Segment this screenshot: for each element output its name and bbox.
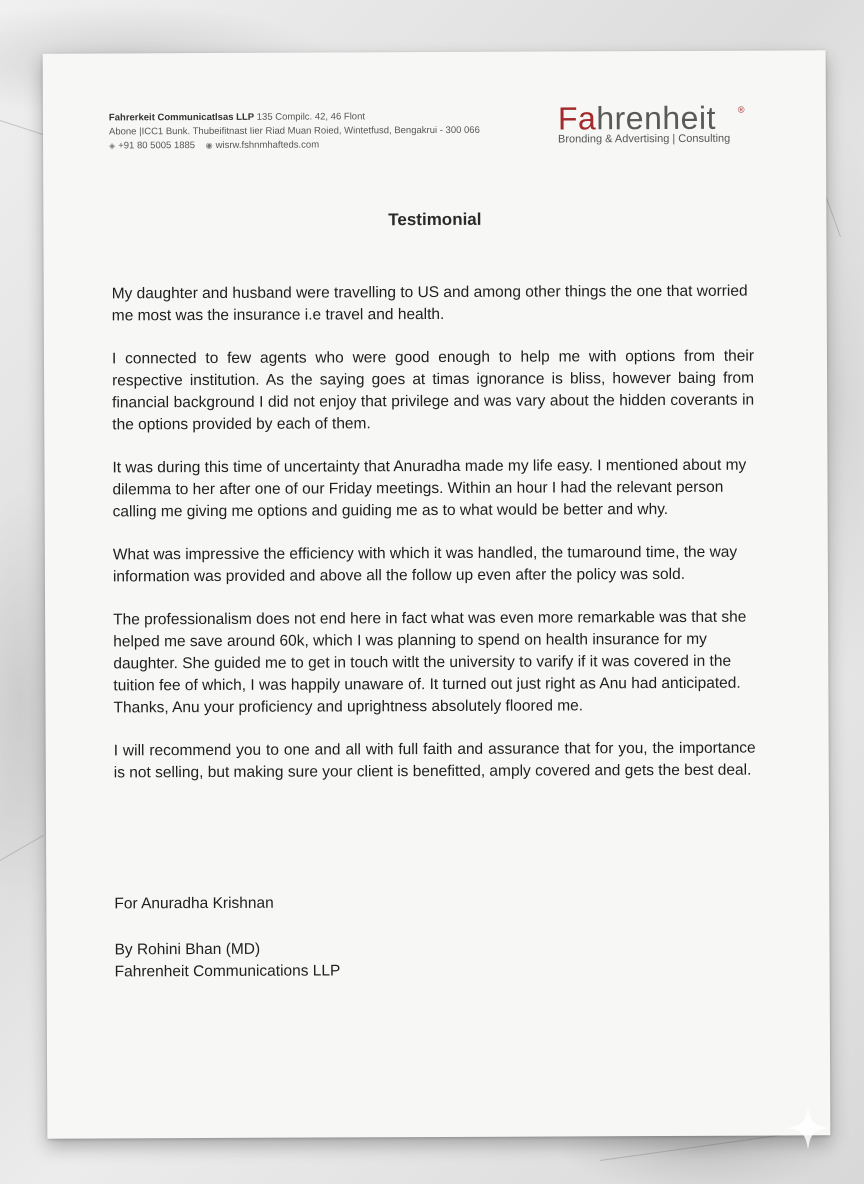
signature-block xyxy=(114,892,340,983)
paragraph: I connected to few agents who were good enough to help me with options from their respective institution. As the saying goes at timas ignorance is bliss, however baing from financial background I did not enjoy that privilege and was vary about the hidden coverants in the options provided by each of them. xyxy=(111,347,755,434)
logo-tagline: Bronding & Advertising | Consulting xyxy=(557,132,731,146)
signatory-name: By Rohini Bhan (MD) xyxy=(114,940,261,959)
logo-accent: Fa xyxy=(557,100,597,137)
paragraph: What was impressive the efficiency with which it was handled, the tumaround time, the way information was provided and above all the follow up even after the policy was sold. xyxy=(112,543,738,586)
paragraph: I will recommend you to one and all with full faith and assurance that for you, the importance is not selling, but making sure your client is benefitted, amply covered and gets the best deal. xyxy=(113,739,756,782)
document-title: Testimonial xyxy=(388,209,482,230)
phone-icon: ◈ xyxy=(109,141,116,151)
address-part: 135 Compilc. 42, 46 Flont xyxy=(254,111,366,123)
website-url: wisrw.fshnmhafteds.com xyxy=(215,139,320,151)
logo-rest: hrenheit xyxy=(596,99,716,137)
registered-mark: ® xyxy=(737,104,745,115)
company-name: Fahrerkeit Communicatlsas LLP xyxy=(108,111,255,124)
letterhead-contact xyxy=(109,110,480,154)
testimonial-body xyxy=(112,281,756,806)
phone-number: +91 80 5005 1885 xyxy=(118,140,196,152)
paragraph: It was during this time of uncertainty that Anuradha made my life easy. I mentioned about my dilemma to her after one of our Friday meetings. Within an hour I had the relevant person calling me giving me options and guiding me as to what would be better and why. xyxy=(112,456,747,521)
signatory-company: Fahrenheit Communications LLP xyxy=(114,962,341,981)
paragraph: My daughter and husband were travelling to US and among other things the one that worried me most was the insurance i.e travel and health. xyxy=(111,282,748,325)
globe-icon: ◉ xyxy=(205,140,213,151)
marble-vein xyxy=(0,835,44,861)
contact-line xyxy=(109,138,480,154)
paragraph: The professionalism does not end here in fact what was even more remarkable was that she helped me save around 60k, which I was planning to spend on health insurance for my daughter. She guided me to get in touch witlt the university to varify if it was covered in the tuition fee of which, I was happily unaware of. It turned out just right as Anu had anticipated. Thanks, Anu your proficiency and uprightness absolutely floored me. xyxy=(113,608,747,717)
sparkle-icon xyxy=(784,1104,832,1152)
letter-paper xyxy=(43,50,831,1138)
address-line2: Abone |ICC1 Bunk. Thubeifitnast Iier Riad Muan Roied, Wintetfusd, Bengakrui - 300 066 xyxy=(108,124,480,138)
company-logo xyxy=(558,101,758,146)
for-line: For Anuradha Krishnan xyxy=(114,894,274,913)
marble-vein xyxy=(600,1132,798,1161)
logo-wordmark xyxy=(558,101,758,136)
